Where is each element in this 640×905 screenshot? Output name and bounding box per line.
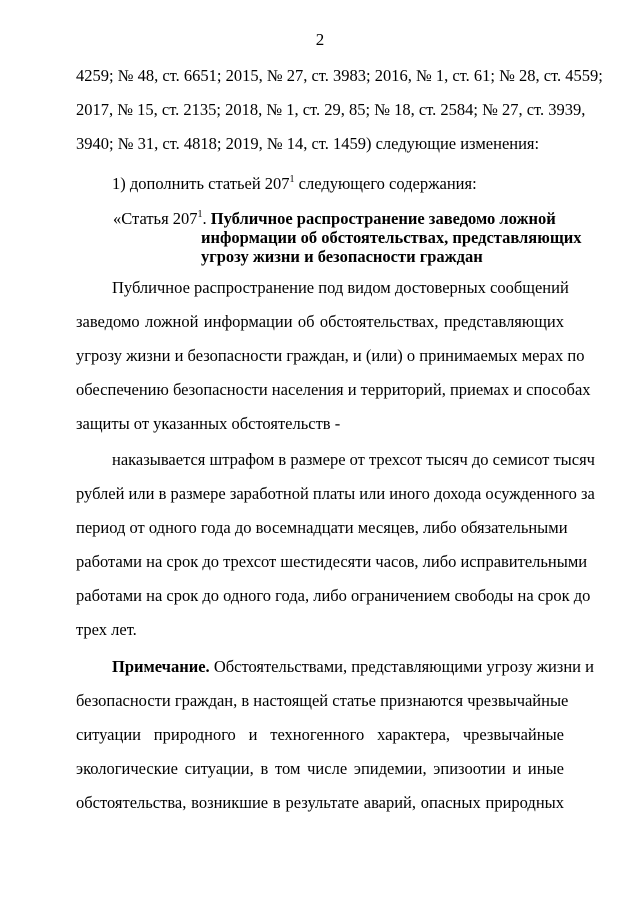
- note-paragraph: [76, 657, 594, 827]
- text-line: обеспечению безопасности населения и территорий, приемах и способах: [76, 380, 591, 399]
- text-line: Публичное распространение под видом достоверных сообщений: [112, 278, 569, 297]
- intro-paragraph: [76, 66, 603, 168]
- amendment-item: [112, 174, 562, 208]
- text-line: угрозу жизни и безопасности граждан, и (или) о принимаемых мерах по: [76, 346, 585, 365]
- text-line: защиты от указанных обстоятельств -: [76, 414, 341, 433]
- sanction-paragraph: [76, 450, 595, 654]
- text-line: наказывается штрафом в размере от трехсот тысяч до семисот тысяч: [112, 450, 595, 469]
- text-line: безопасности граждан, в настоящей статье признаются чрезвычайные: [76, 691, 569, 710]
- note-first-line: Обстоятельствами, представляющими угрозу жизни и: [209, 657, 594, 676]
- text-line: 2017, № 15, ст. 2135; 2018, № 1, ст. 29, 85; № 18, ст. 2584; № 27, ст. 3939,: [76, 100, 586, 119]
- article-title-line: информации об обстоятельствах, представляющих: [201, 228, 582, 247]
- text-line: трех лет.: [76, 620, 137, 639]
- article-title-line: угрозу жизни и безопасности граждан: [201, 247, 483, 266]
- text-line: работами на срок до одного года, либо ограничением свободы на срок до: [76, 586, 591, 605]
- item-suffix: следующего содержания:: [294, 174, 477, 193]
- text-line: 4259; № 48, ст. 6651; 2015, № 27, ст. 3983; 2016, № 1, ст. 61; № 28, ст. 4559;: [76, 66, 603, 85]
- text-line: обстоятельства, возникшие в результате аварий, опасных природных: [76, 793, 564, 812]
- text-line: рублей или в размере заработной платы или иного дохода осужденного за: [76, 484, 595, 503]
- disposition-paragraph: [76, 278, 591, 448]
- text-line: период от одного года до восемнадцати месяцев, либо обязательными: [76, 518, 568, 537]
- text-line: 3940; № 31, ст. 4818; 2019, № 14, ст. 1459) следующие изменения:: [76, 134, 540, 153]
- article-title-line: Публичное распространение заведомо ложной: [210, 209, 556, 228]
- text-line: работами на срок до трехсот шестидесяти часов, либо исправительными: [76, 552, 588, 571]
- page-number: 2: [315, 30, 325, 49]
- article-superscript: 1: [197, 209, 203, 220]
- article-prefix: «Статья 207: [113, 209, 198, 228]
- note-label: Примечание.: [112, 657, 210, 676]
- text-line: экологические ситуации, в том числе эпидемии, эпизоотии и иные: [76, 759, 564, 778]
- text-line: ситуации природного и техногенного характера, чрезвычайные: [76, 725, 564, 744]
- article-suffix: .: [202, 209, 211, 228]
- item-prefix: 1) дополнить статьей 207: [112, 174, 290, 193]
- item-superscript: 1: [289, 174, 295, 185]
- text-line: [76, 657, 594, 691]
- text-line: заведомо ложной информации об обстоятельствах, представляющих: [76, 312, 564, 331]
- article-heading: [113, 209, 582, 266]
